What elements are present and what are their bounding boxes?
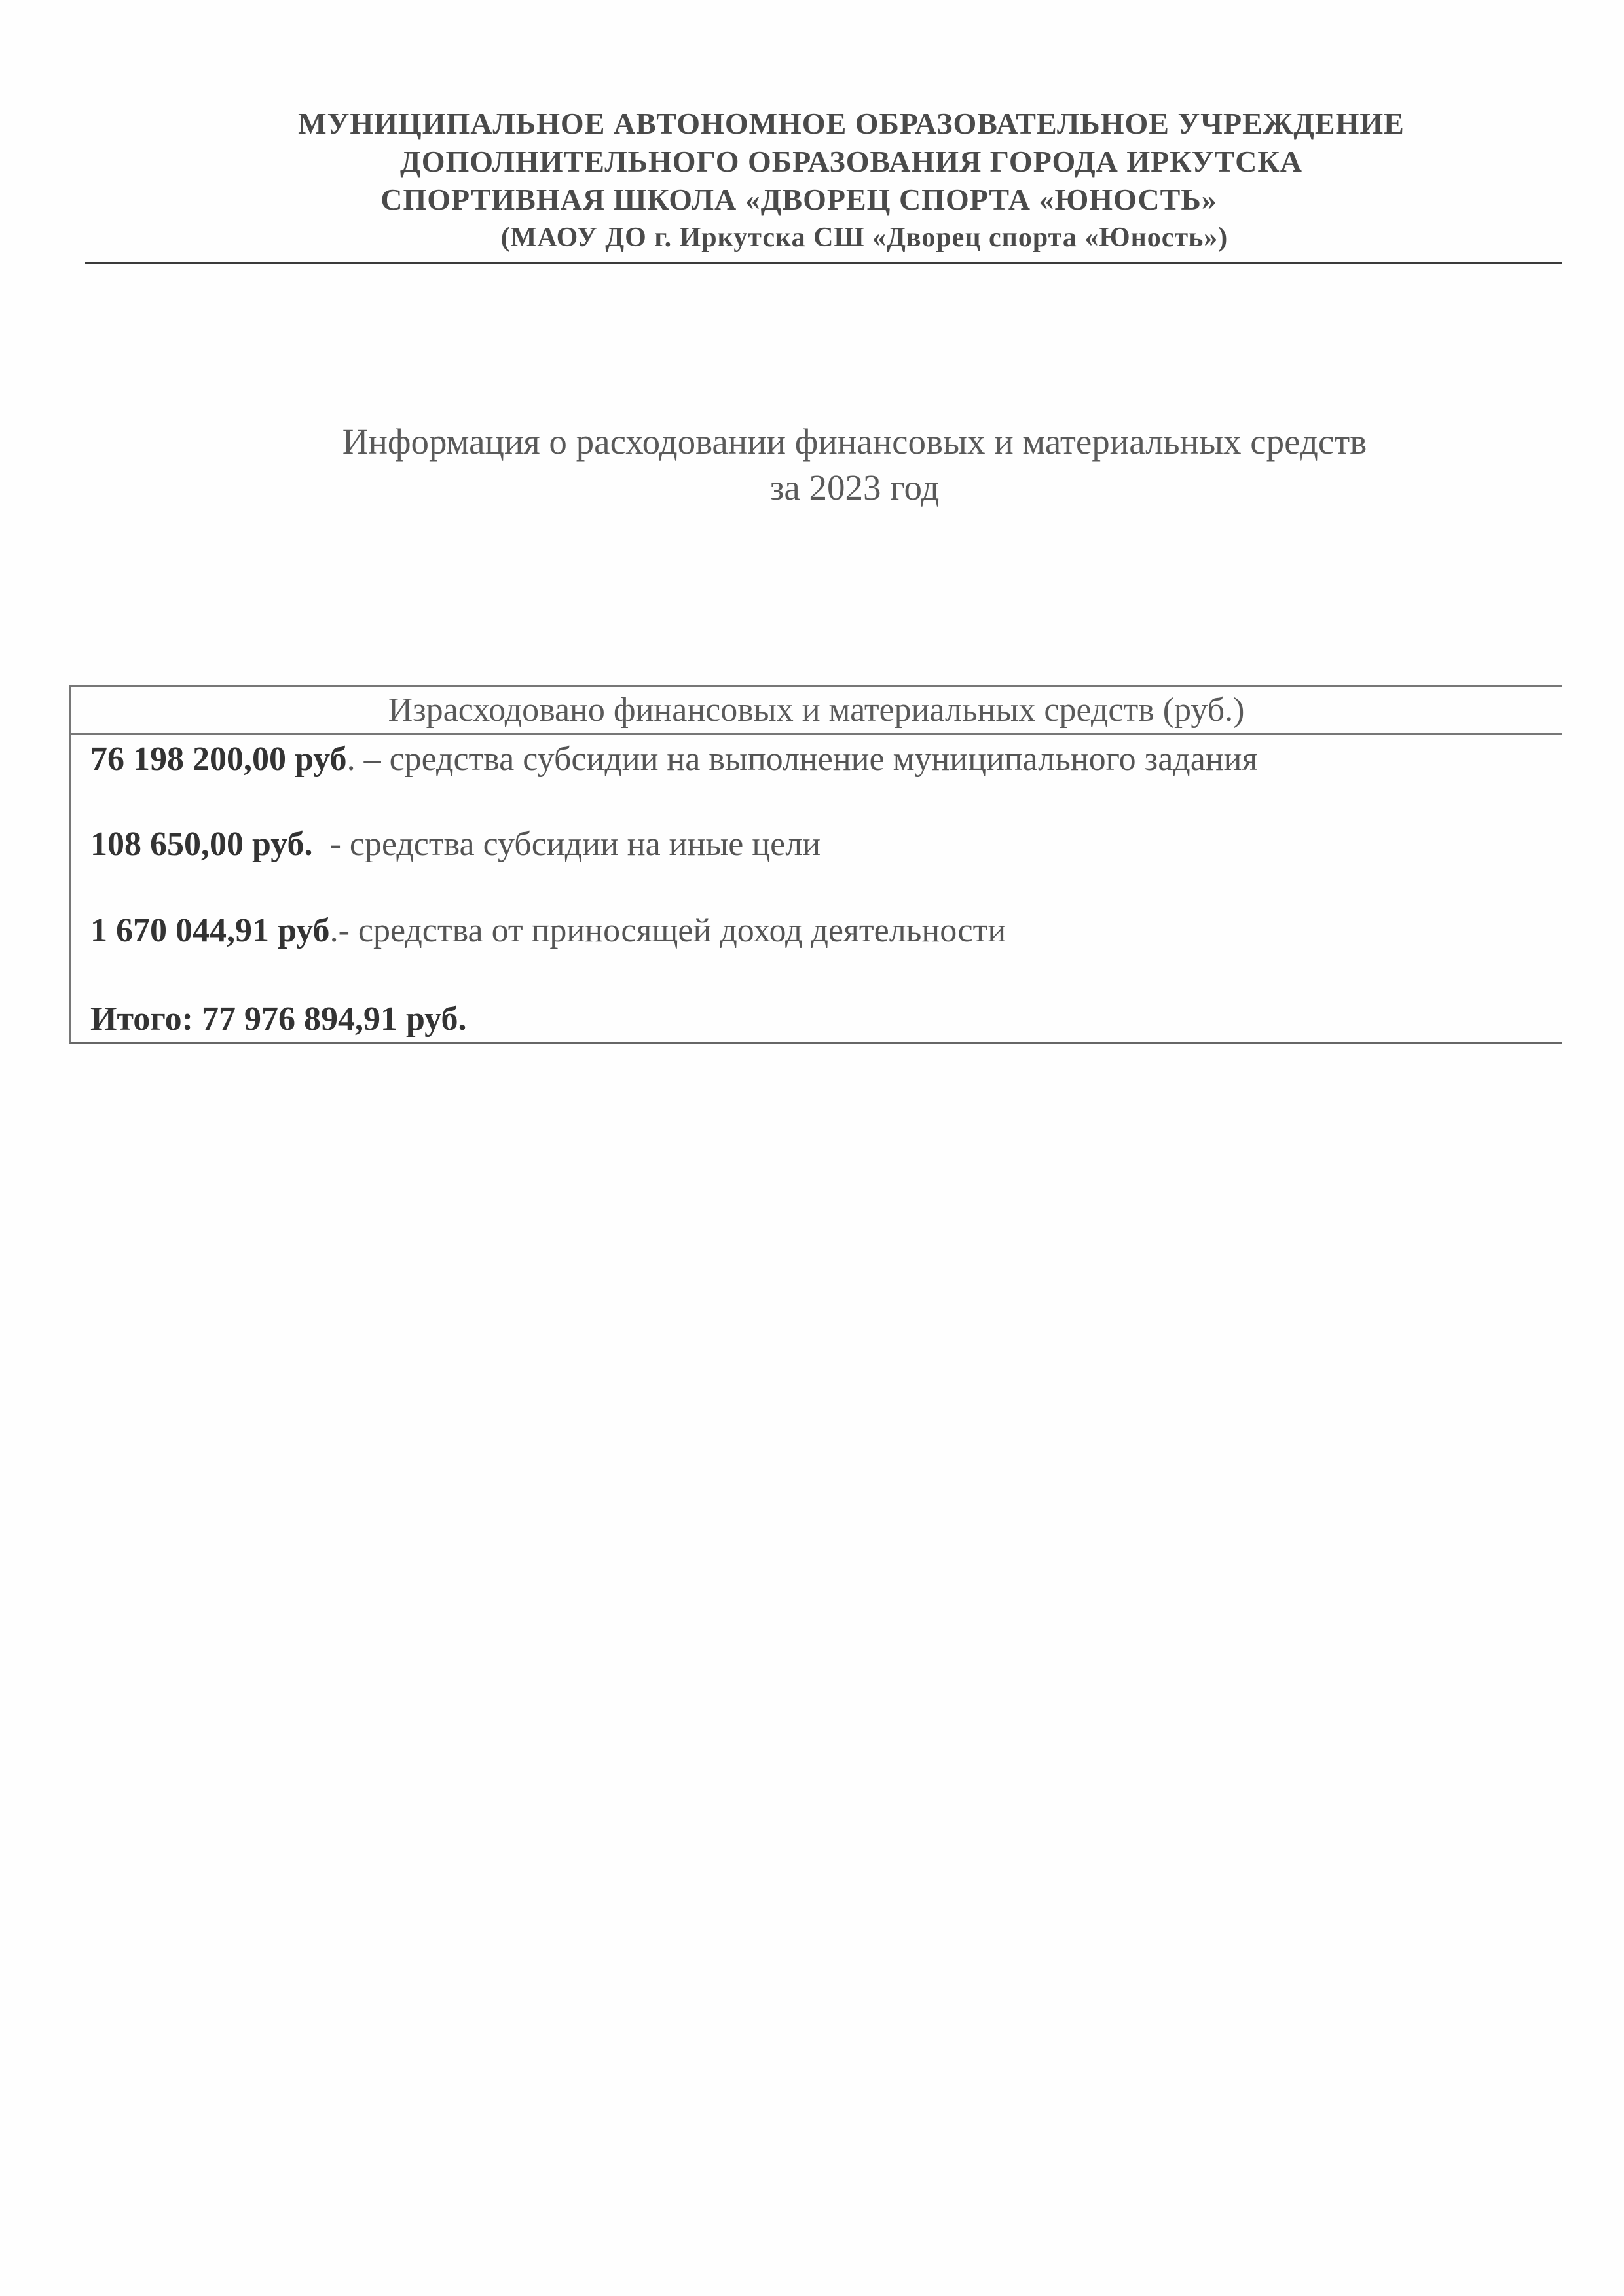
expense-description: - средства субсидии на иные цели (312, 826, 821, 863)
org-name-line-1: МУНИЦИПАЛЬНОЕ АВТОНОМНОЕ ОБРАЗОВАТЕЛЬНОЕ УЧРЕЖДЕНИЕ (298, 107, 1405, 140)
expense-description: .- средства от приносящей доход деятельности (329, 912, 1006, 949)
expense-amount: 108 650,00 руб. (90, 826, 313, 863)
letterhead (0, 105, 1624, 257)
expenditure-table (69, 685, 1562, 1044)
expense-amount: 1 670 044,91 руб (90, 912, 330, 949)
title-line-1: Информация о расходовании финансовых и материальных средств (342, 422, 1367, 462)
expense-total: Итого: 77 976 894,91 руб. (90, 1000, 467, 1038)
expense-amount: 76 198 200,00 руб (90, 740, 347, 778)
expense-row-income-activity (90, 911, 1006, 950)
document-title (0, 419, 1624, 511)
title-line-2: за 2023 год (769, 467, 940, 507)
expense-description: . – средства субсидии на выполнение муниципального задания (346, 740, 1258, 778)
org-name-line-2: ДОПОЛНИТЕЛЬНОГО ОБРАЗОВАНИЯ ГОРОДА ИРКУТСКА (400, 145, 1302, 178)
org-short-name: (МАОУ ДО г. Иркутска СШ «Дворец спорта «Юность») (500, 223, 1228, 253)
expense-row-municipal-task (90, 740, 1257, 778)
table-header: Израсходовано финансовых и материальных средств (руб.) (71, 687, 1562, 735)
letterhead-divider (85, 262, 1562, 264)
org-name-line-3: СПОРТИВНАЯ ШКОЛА «ДВОРЕЦ СПОРТА «ЮНОСТЬ» (380, 183, 1217, 216)
expense-row-other-purposes (90, 825, 821, 864)
